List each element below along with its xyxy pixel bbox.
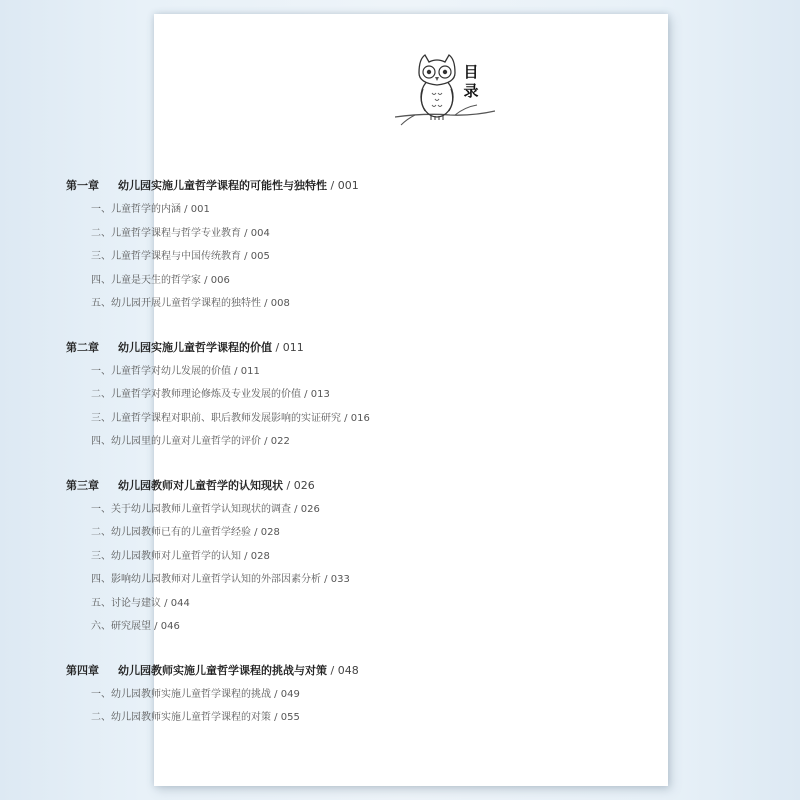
chapter-heading[interactable] [66, 476, 496, 496]
toc-item[interactable]: 三、儿童哲学课程对职前、职后教师发展影响的实证研究 / 016 [91, 412, 370, 424]
chapter-title: 幼儿园实施儿童哲学课程的价值 [118, 340, 272, 354]
chapter-heading[interactable] [66, 338, 496, 358]
toc-item[interactable]: 四、影响幼儿园教师对儿童哲学认知的外部因素分析 / 033 [91, 574, 350, 585]
toc-item[interactable]: 一、儿童哲学的内涵 / 001 [91, 204, 210, 215]
chapter-number: 第三章 [66, 478, 99, 492]
toc-item[interactable]: 二、幼儿园教师实施儿童哲学课程的对策 / 055 [91, 712, 300, 723]
toc-item[interactable]: 一、关于幼儿园教师儿童哲学认知现状的调查 / 026 [91, 503, 320, 515]
toc-item[interactable]: 一、幼儿园教师实施儿童哲学课程的挑战 / 049 [91, 688, 300, 700]
toc-item[interactable]: 三、儿童哲学课程与中国传统教育 / 005 [91, 251, 270, 262]
chapter-4 [66, 661, 496, 730]
toc-item[interactable]: 二、儿童哲学课程与哲学专业教育 / 004 [91, 227, 270, 239]
chapter-2 [66, 338, 496, 454]
chapter-3 [66, 476, 496, 639]
chapter-title: 幼儿园实施儿童哲学课程的可能性与独特性 [118, 179, 327, 192]
chapter-number: 第四章 [66, 663, 99, 677]
chapter-number: 第二章 [66, 340, 99, 354]
chapter-page: / 026 [286, 478, 315, 492]
toc-item[interactable]: 六、研究展望 / 046 [91, 621, 180, 632]
toc-title: 目录 [463, 63, 479, 100]
chapter-1 [66, 176, 496, 316]
chapter-page: / 011 [275, 340, 304, 354]
chapter-number: 第一章 [66, 179, 99, 192]
toc-item[interactable]: 四、幼儿园里的儿童对儿童哲学的评价 / 022 [91, 436, 290, 447]
toc-item[interactable]: 四、儿童是天生的哲学家 / 006 [91, 274, 230, 286]
toc-item[interactable]: 五、幼儿园开展儿童哲学课程的独特性 / 008 [91, 298, 290, 309]
toc-item[interactable]: 五、讨论与建议 / 044 [91, 597, 190, 609]
chapter-title: 幼儿园教师对儿童哲学的认知现状 [118, 478, 283, 492]
chapter-title: 幼儿园教师实施儿童哲学课程的挑战与对策 [118, 663, 327, 677]
toc-item[interactable]: 二、幼儿园教师已有的儿童哲学经验 / 028 [91, 527, 280, 538]
chapter-page: / 048 [330, 663, 359, 677]
toc-item[interactable]: 二、儿童哲学对教师理论修炼及专业发展的价值 / 013 [91, 389, 330, 400]
toc-item[interactable]: 一、儿童哲学对幼儿发展的价值 / 011 [91, 365, 260, 377]
toc-item[interactable]: 三、幼儿园教师对儿童哲学的认知 / 028 [91, 550, 270, 562]
chapter-heading[interactable] [66, 661, 496, 681]
chapter-heading[interactable] [66, 176, 496, 196]
table-of-contents [66, 168, 496, 730]
chapter-page: / 001 [330, 179, 359, 192]
